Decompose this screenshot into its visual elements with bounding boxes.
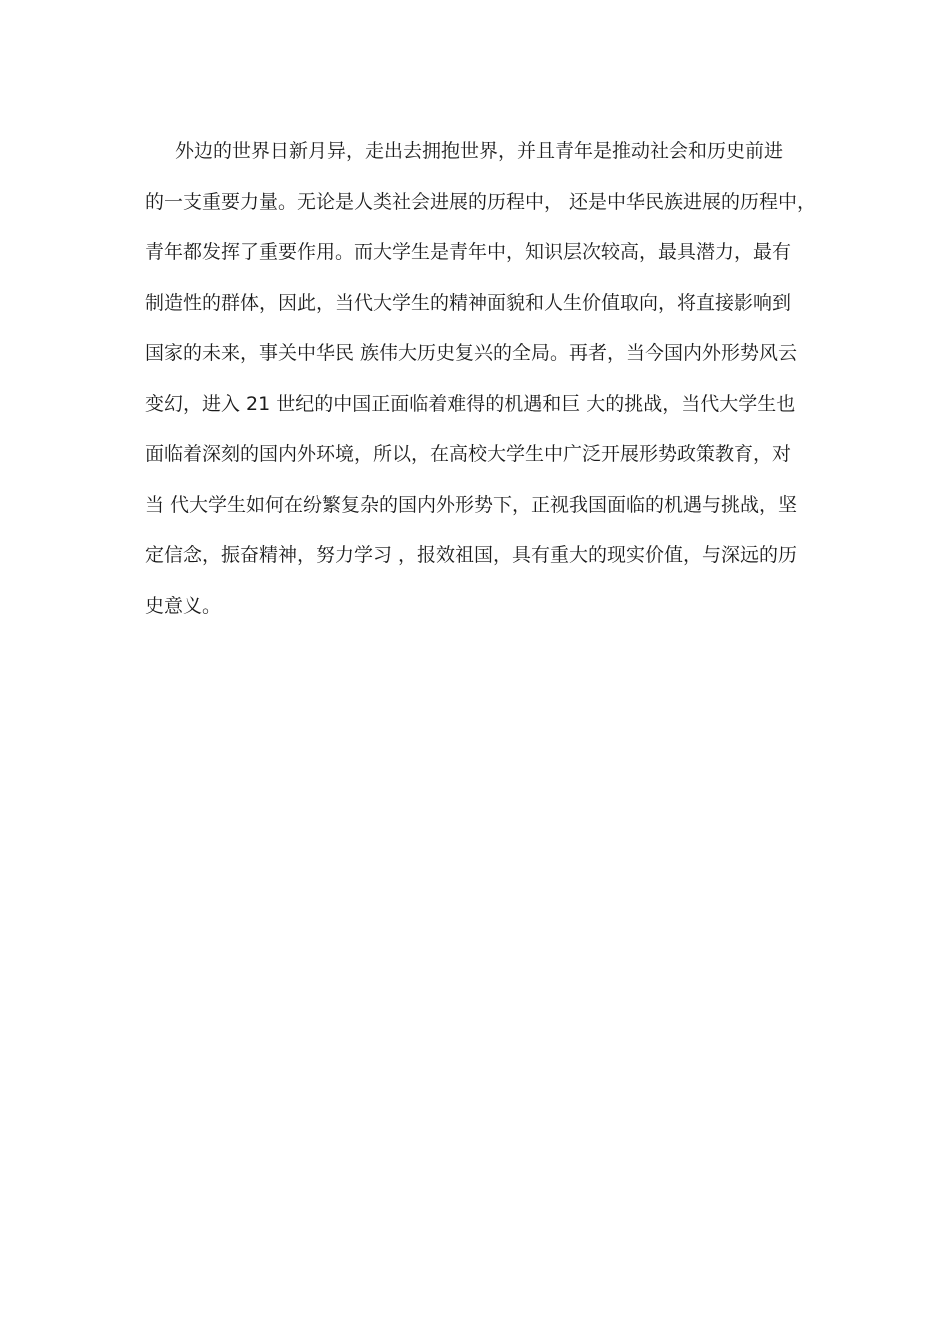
- paragraph-line-5: 国家的未来，事关中华民 族伟大历史复兴的全局。再者，当今国内外形势风云: [145, 342, 798, 364]
- body-paragraph: [145, 126, 825, 631]
- paragraph-line-9: 定信念，振奋精神，努力学习 ，报效祖国，具有重大的现实价值，与深远的历: [145, 544, 798, 566]
- paragraph-line-1: 外边的世界日新月异，走出去拥抱世界，并且青年是推动社会和历史前进: [175, 140, 784, 162]
- paragraph-line-6: 变幻，进入 21 世纪的中国正面临着难得的机遇和巨 大的挑战，当代大学生也: [145, 392, 796, 415]
- paragraph-line-2: 的一支重要力量。无论是人类社会进展的历程中， 还是中华民族进展的历程中，: [145, 190, 817, 213]
- paragraph-line-10: 史意义。: [145, 594, 222, 617]
- paragraph-line-4: 制造性的群体，因此，当代大学生的精神面貌和人生价值取向，将直接影响到: [145, 291, 792, 314]
- paragraph-line-8: 当 代大学生如何在纷繁复杂的国内外形势下，正视我国面临的机遇与挑战，坚: [145, 493, 798, 516]
- paragraph-line-3: 青年都发挥了重要作用。而大学生是青年中，知识层次较高，最具潜力，最有: [145, 241, 792, 263]
- paragraph-line-7: 面临着深刻的国内外环境，所以，在高校大学生中广泛开展形势政策教育，对: [145, 443, 792, 465]
